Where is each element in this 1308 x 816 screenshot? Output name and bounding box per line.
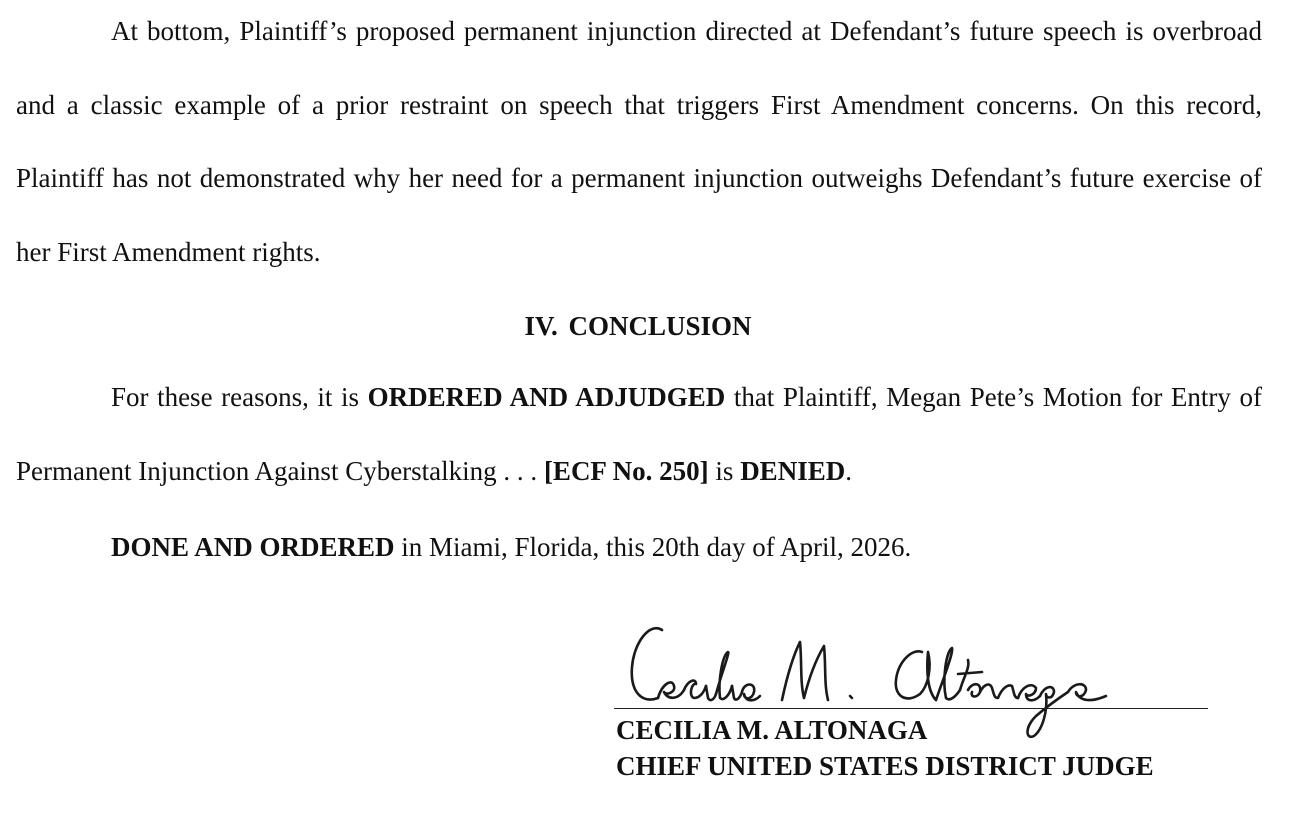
done-and-ordered-rest: in Miami, Florida, this 20th day of April, 2026. [394, 532, 912, 562]
signature-block [614, 612, 1214, 802]
signature-line [614, 708, 1208, 709]
order-text-part-3: is [708, 455, 741, 486]
paragraph-order [16, 361, 1262, 508]
denied-text: DENIED [740, 455, 846, 486]
ecf-reference: [ECF No. 250] [543, 455, 709, 486]
paragraph-overbroad-injunction [16, 0, 1262, 289]
paragraph-1-text: At bottom, Plaintiff’s proposed permanent injunction directed at Defendant’s future speech is overbroad and a classic example of a prior restraint on speech that triggers First Amendment concerns. On this record, Plaintiff has not demonstrated why her need for a permanent injunction outweighs Defendant’s future exercise of her First Amendment rights. [16, 16, 1262, 267]
judge-title: CHIEF UNITED STATES DISTRICT JUDGE [616, 751, 1154, 781]
done-and-ordered-bold: DONE AND ORDERED [111, 532, 395, 562]
order-text-part-1: For these reasons, it is [111, 382, 368, 412]
section-heading-conclusion: IV. CONCLUSION [524, 311, 752, 341]
ordered-and-adjudged-text: ORDERED AND ADJUDGED [367, 382, 726, 412]
order-text-part-4: . [845, 455, 852, 486]
judge-name: CECILIA M. ALTONAGA [616, 715, 928, 745]
done-and-ordered-line [111, 529, 911, 565]
order-text-part-2: that Plaintiff, Megan Pete’s Motion for Entry of Permanent Injunction Against Cyberstalking . . . [16, 382, 1262, 486]
